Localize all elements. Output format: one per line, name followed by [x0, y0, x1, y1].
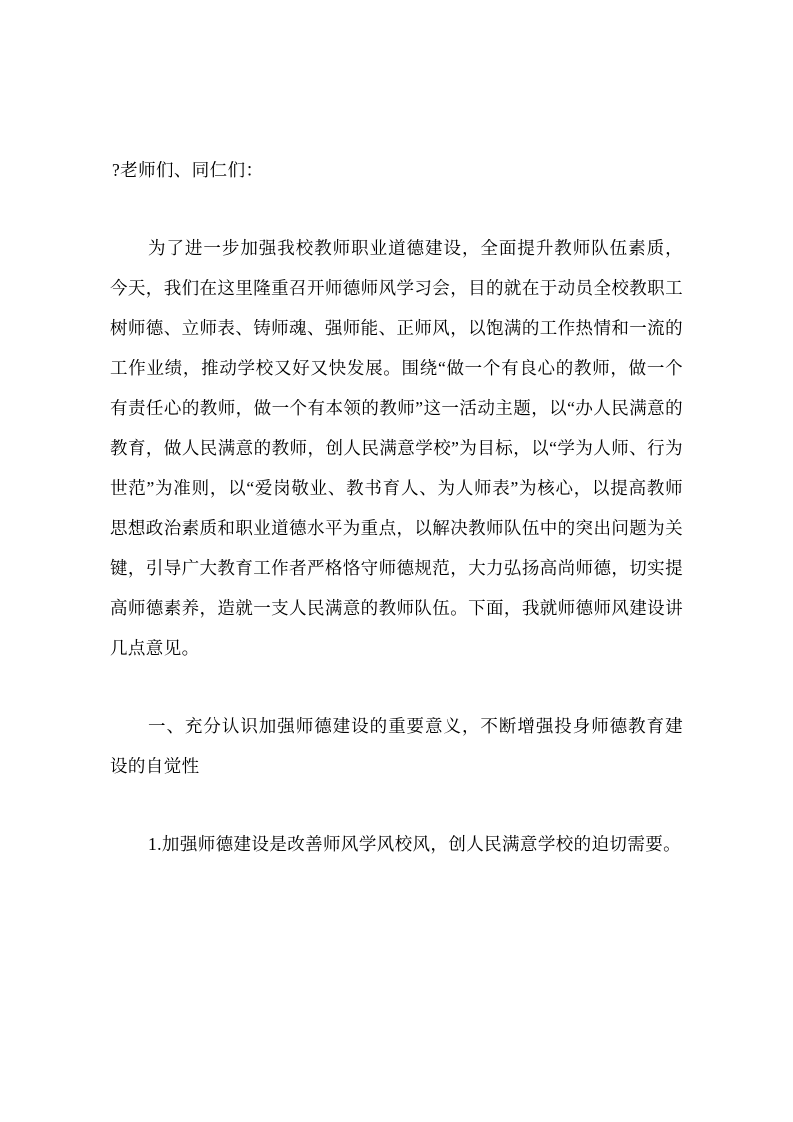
paragraph-item-one-one: 1.加强师德建设是改善师风学风校风，创人民满意学校的迫切需要。: [148, 834, 682, 854]
paragraph-salutation: ?老师们、同仁们：: [112, 160, 264, 180]
paragraph-section-one-heading: 一、充分认识加强师德建设的重要意义，不断增强投身师德教育建设的自觉性: [110, 716, 683, 776]
document-body: [110, 150, 683, 864]
paragraph-opening-statement: 为了进一步加强我校教师职业道德建设，全面提升教师队伍素质，今天，我们在这里隆重召开师德师风学习会，目的就在于动员全校教职工树师德、立师表、铸师魂、强师能、正师风，以饱满的工作热情和一流的工作业绩，推动学校又好又快发展。围绕“做一个有良心的教师，做一个有责任心的教师，做一个有本领的教师”这一活动主题，以“办人民满意的教育，做人民满意的教师，创人民满意学校”为目标，以“学为人师、行为世范”为准则，以“爱岗敬业、教书育人、为人师表”为核心，以提高教师思想政治素质和职业道德水平为重点，以解决教师队伍中的突出问题为关键，引导广大教育工作者严格恪守师德规范，大力弘扬高尚师德，切实提高师德素养，造就一支人民满意的教师队伍。下面，我就师德师风建设讲几点意见。: [110, 238, 683, 658]
